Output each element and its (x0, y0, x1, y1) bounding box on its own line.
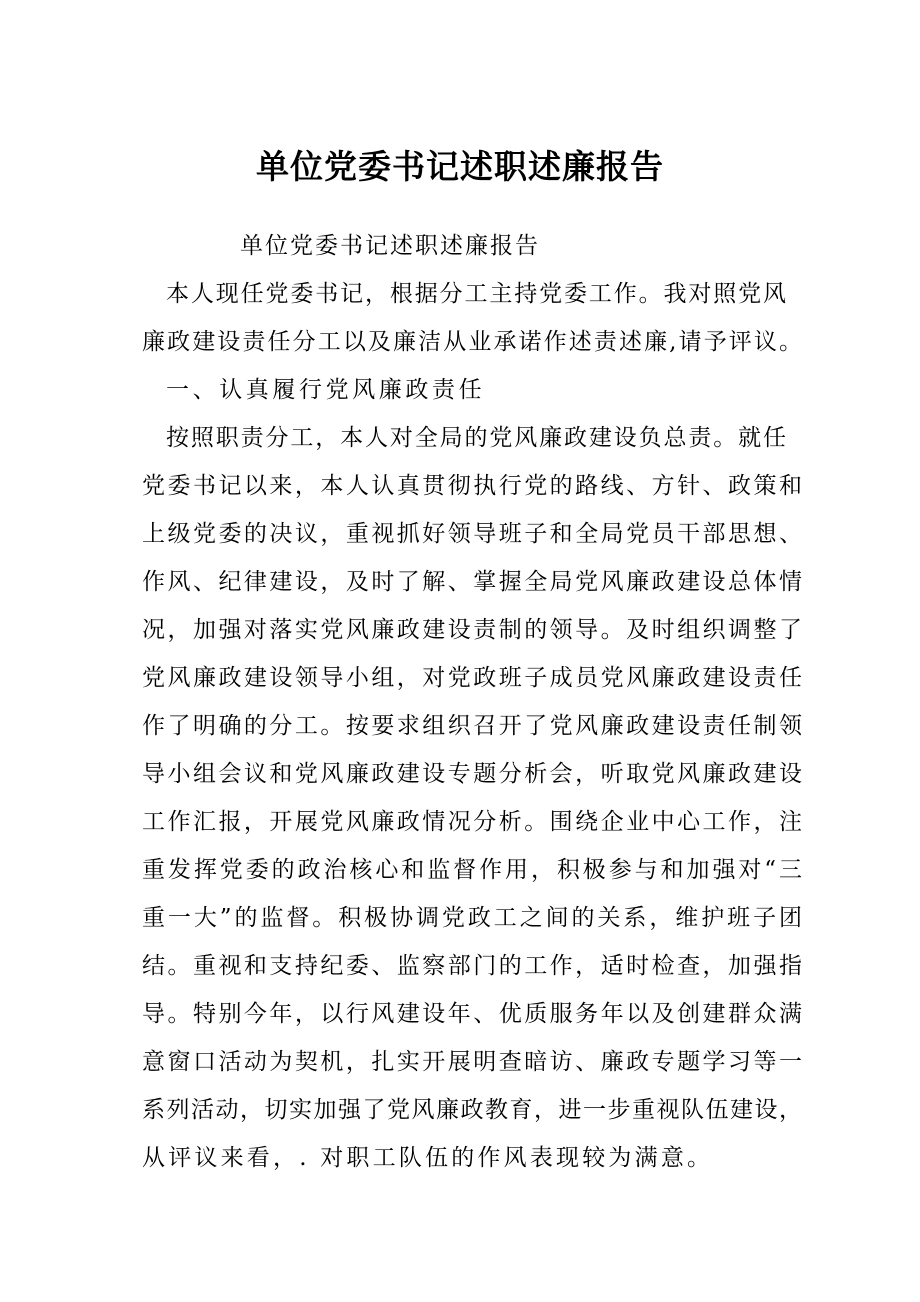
paragraph-2-line-11: 重一大”的监督。积极协调党政工之间的关系，维护班子团 (142, 905, 802, 931)
paragraph-2-line-10: 重发挥党委的政治核心和监督作用，积极参与和加强对“三 (142, 857, 802, 883)
paragraph-2-line-8: 导小组会议和党风廉政建设专题分析会，听取党风廉政建设 (142, 761, 802, 787)
paragraph-2-line-7: 作了明确的分工。按要求组织召开了党风廉政建设责任制领 (142, 713, 802, 739)
paragraph-2-line-3: 上级党委的决议，重视抓好领导班子和全局党员干部思想、 (142, 521, 802, 547)
paragraph-1-line-2: 廉政建设责任分工以及廉洁从业承诺作述责述廉,请予评议。 (142, 329, 802, 355)
paragraph-2-line-14: 意窗口活动为契机，扎实开展明查暗访、廉政专题学习等一 (142, 1049, 802, 1075)
section-1-heading: 一、认真履行党风廉政责任 (166, 377, 486, 403)
paragraph-2-line-6: 党风廉政建设领导小组，对党政班子成员党风廉政建设责任 (142, 665, 802, 691)
paragraph-2-line-16: 从评议来看，. 对职工队伍的作风表现较为满意。 (142, 1145, 714, 1171)
paragraph-2-line-15: 系列活动，切实加强了党风廉政教育，进一步重视队伍建设， (142, 1097, 802, 1123)
paragraph-2-line-13: 导。特别今年，以行风建设年、优质服务年以及创建群众满 (142, 1001, 802, 1027)
paragraph-2-line-9: 工作汇报，开展党风廉政情况分析。围绕企业中心工作，注 (142, 809, 802, 835)
paragraph-1-line-1: 本人现任党委书记，根据分工主持党委工作。我对照党风 (166, 281, 786, 307)
paragraph-2-line-5: 况，加强对落实党风廉政建设责制的领导。及时组织调整了 (142, 617, 802, 643)
document-subtitle: 单位党委书记述职述廉报告 (240, 233, 540, 259)
paragraph-2-line-12: 结。重视和支持纪委、监察部门的工作，适时检查，加强指 (142, 953, 802, 979)
document-title: 单位党委书记述职述廉报告 (256, 147, 664, 186)
paragraph-2-line-4: 作风、纪律建设，及时了解、掌握全局党风廉政建设总体情 (142, 569, 802, 595)
paragraph-2-line-2: 党委书记以来，本人认真贯彻执行党的路线、方针、政策和 (142, 473, 802, 499)
paragraph-2-line-1: 按照职责分工，本人对全局的党风廉政建设负总责。就任 (166, 425, 786, 451)
